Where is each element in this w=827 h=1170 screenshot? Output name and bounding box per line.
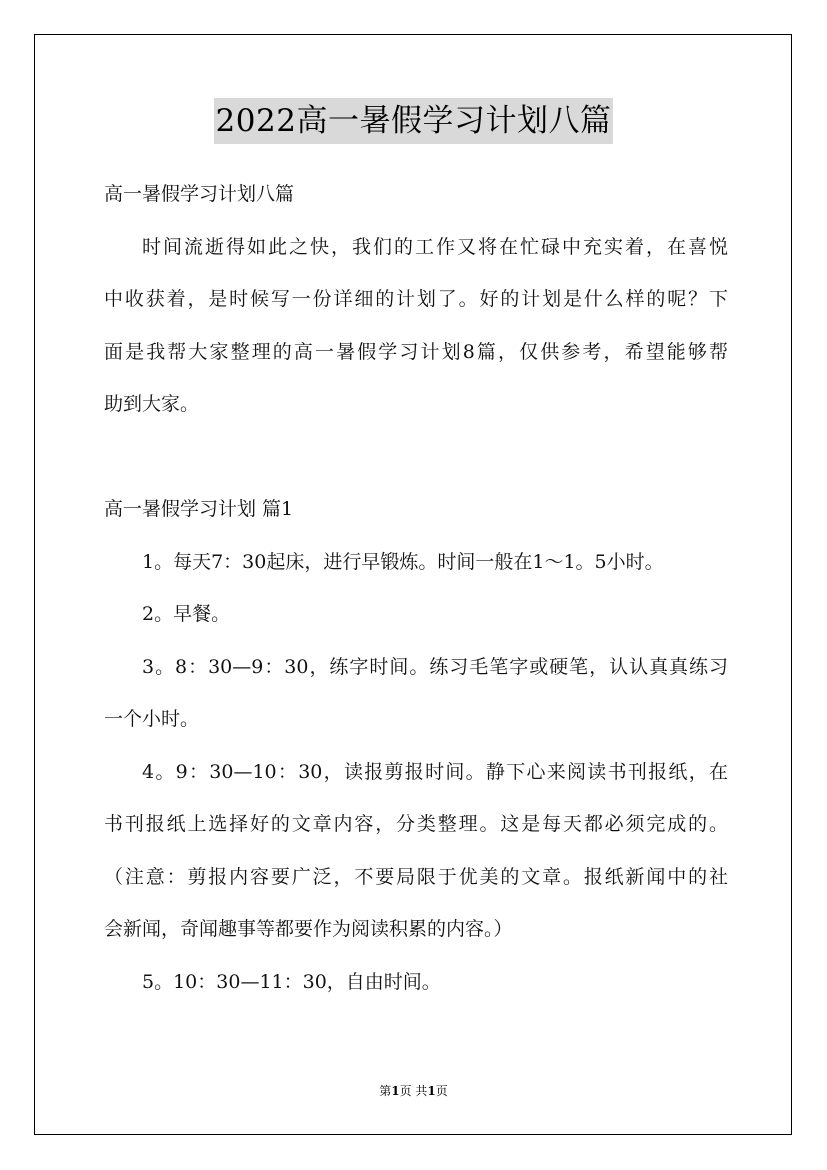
intro-line: 面是我帮大家整理的高一暑假学习计划8篇，仅供参考，希望能够帮 [104, 340, 728, 363]
paragraph-gap [104, 431, 728, 484]
title-container [0, 98, 827, 144]
plan-item: 5。10：30—11：30，自由时间。 [142, 970, 441, 993]
plan-item-continuation: 一个小时。 [104, 708, 200, 730]
plan-item-continuation: 书刊报纸上选择好的文章内容，分类整理。这是每天都必须完成的。 [104, 813, 728, 835]
page-total: 1 [427, 1084, 436, 1098]
page-current: 1 [391, 1084, 400, 1098]
plan-item-continuation: 会新闻，奇闻趣事等都要作为阅读积累的内容。） [104, 918, 513, 940]
subtitle: 高一暑假学习计划八篇 [104, 183, 295, 205]
page-mid: 页 共 [399, 1084, 428, 1098]
page-suffix: 页 [435, 1084, 448, 1098]
page-footer [0, 1083, 827, 1099]
plan-item: 3。8：30—9：30，练字时间。练习毛笔字或硬笔，认认真真练习 [142, 655, 728, 678]
plan-item-continuation: （注意：剪报内容要广泛，不要局限于优美的文章。报纸新闻中的社 [104, 865, 728, 888]
intro-line: 助到大家。 [104, 393, 200, 415]
page-prefix: 第 [379, 1084, 392, 1098]
section-heading: 高一暑假学习计划 篇1 [104, 498, 294, 520]
plan-item: 1。每天7：30起床，进行早锻炼。时间一般在1～1。5小时。 [142, 550, 664, 573]
plan-item: 2。早餐。 [142, 603, 231, 625]
plan-item: 4。9：30—10：30，读报剪报时间。静下心来阅读书刊报纸，在 [142, 760, 728, 783]
intro-line: 时间流逝得如此之快，我们的工作又将在忙碌中充实着，在喜悦 [142, 235, 728, 258]
intro-line: 中收获着，是时候写一份详细的计划了。好的计划是什么样的呢？下 [104, 288, 728, 310]
document-title: 2022高一暑假学习计划八篇 [214, 98, 614, 144]
document-body [104, 168, 728, 1008]
